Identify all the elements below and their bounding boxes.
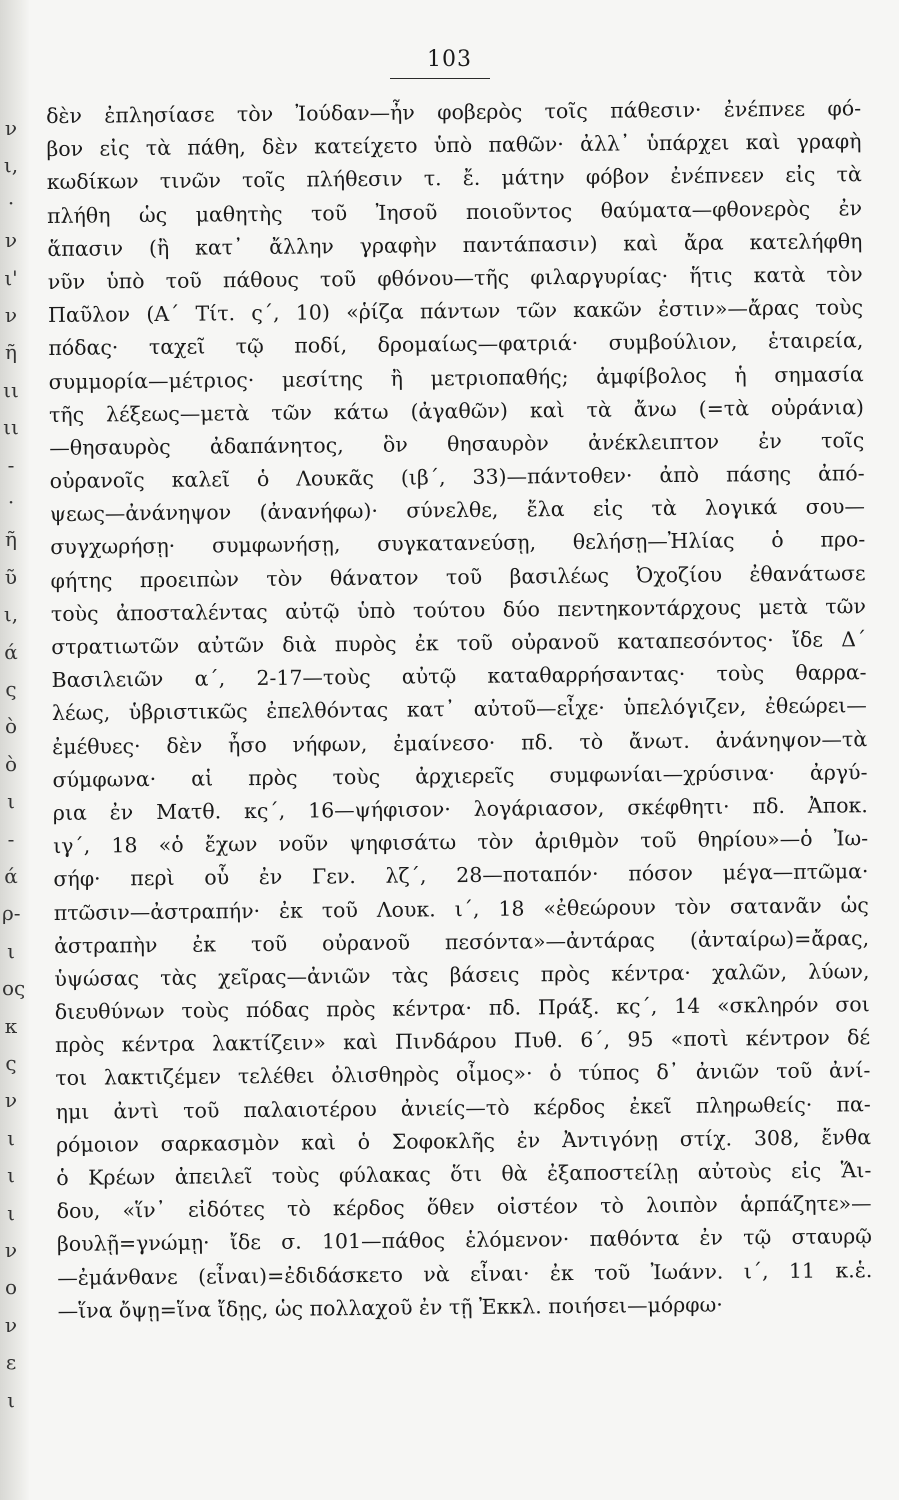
text-line: σύμφωνα· αἱ πρὸς τοὺς ἀρχιερεῖς συμφωνίαι—χρύσινα· ἀργύ-	[52, 759, 868, 792]
text-line: Παῦλον (Α΄ Τίτ. ς΄, 10) «ῥίζα πάντων τῶν κακῶν ἐστιν»—ἄρας τοὺς	[47, 295, 864, 328]
text-line: ρια ἐν Ματθ. κς΄, 16—ψήφισον· λογάριασον, σκέφθητι· πδ. Ἀποκ.	[52, 793, 868, 825]
text-line: κωδίκων τινῶν τοῖς πλήθεσιν τ. ἔ. μάτην φόβον ἐνέπνεεν εἰς τὰ	[46, 162, 862, 195]
text-line: δὲν ἐπλησίασε τὸν Ἰούδαν—ἦν φοβερὸς τοῖς πάθεσιν· ἐνέπνεε φό-	[46, 96, 862, 128]
gutter-fragment: ι,	[3, 153, 19, 178]
text-line: πλήθη ὡς μαθητὴς τοῦ Ἰησοῦ ποιοῦντος θαύματα—φθονερὸς ἐν	[46, 195, 863, 228]
text-line: ἀστραπὴν ἐκ τοῦ οὐρανοῦ πεσόντα»—ἀντάρας (ἀνταίρω)=ἄρας,	[54, 925, 870, 958]
gutter-fragment: ι	[7, 789, 15, 814]
gutter-fragment: ς	[5, 1051, 17, 1075]
text-line: —θησαυρὸς ἀδαπάνητος, ὃν θησαυρὸν ἀνέκλειπτον ἐν τοῖς	[49, 428, 865, 460]
text-line: ἅπασιν (ἢ κατ᾽ ἄλλην γραφὴν παντάπασιν) καὶ ἄρα κατελήφθη	[47, 228, 863, 261]
gutter-fragment: ι	[7, 1200, 15, 1225]
text-line: λέως, ὑβριστικῶς ἐπελθόντας κατ᾽ αὐτοῦ—εἶχε· ὑπελόγιζεν, ἐθεώρει—	[51, 693, 867, 726]
gutter-fragment: ὸ	[4, 714, 18, 739]
gutter-fragment: ·	[7, 190, 15, 215]
text-line: διευθύνων τοὺς πόδας πρὸς κέντρα· πδ. Πράξ. κς΄, 14 «σκληρόν σοι	[54, 992, 870, 1025]
gutter-fragment: ι	[7, 1163, 15, 1188]
gutter-fragment: ά	[4, 864, 18, 888]
header-rule	[390, 78, 490, 79]
text-line: πρὸς κέντρα λακτίζειν» καὶ Πινδάρου Πυθ. 6΄, 95 «ποτὶ κέντρον δέ	[54, 1025, 871, 1058]
gutter-fragment: ῆ	[5, 527, 17, 552]
text-line: ἐμέθυες· δὲν ἦσο νήφων, ἐμαίνεσο· πδ. τὸ ἄνωτ. ἀνάνηψον—τὰ	[52, 726, 868, 759]
text-line: —ἐμάνθανε (εἶναι)=ἐδιδάσκετο νὰ εἶναι· ἐκ τοῦ Ἰωάνν. ι΄, 11 κ.ἑ.	[57, 1257, 873, 1290]
text-line: οὐρανοῖς καλεῖ ὁ Λουκᾶς (ιβ΄, 33)—πάντοθεν· ἀπὸ πάσης ἀπό-	[49, 461, 865, 494]
gutter-fragment: ι	[7, 938, 15, 963]
gutter-fragment: ν	[4, 1238, 18, 1262]
gutter-fragment: ῆ	[5, 340, 17, 365]
text-line: ρόμοιον σαρκασμὸν καὶ ὁ Σοφοκλῆς ἐν Ἀντιγόνῃ στίχ. 308, ἔνθα	[55, 1124, 872, 1157]
gutter-fragment: ρ-	[2, 901, 21, 926]
gutter-fragment: ά	[4, 639, 18, 664]
gutter-fragment: ι	[7, 1125, 15, 1150]
gutter-fragment: κ	[4, 1013, 18, 1038]
text-line: τοὺς ἀποσταλέντας αὐτῷ ὑπὸ τούτου δύο πεντηκοντάρχους μετὰ τῶν	[50, 593, 867, 626]
gutter-fragment: ιι	[3, 377, 19, 402]
gutter-fragment: ο	[4, 1275, 18, 1300]
text-line: Βασιλειῶν α΄, 2-17—τοὺς αὐτῷ καταθαρρήσαντας· τοὺς θαρρα-	[51, 660, 867, 693]
page-number: 103	[427, 47, 472, 72]
gutter-fragment: ι'	[4, 265, 18, 290]
gutter-fragment: ν	[4, 116, 18, 140]
gutter-fragment: -	[7, 452, 15, 477]
gutter-fragment: ν	[4, 303, 18, 327]
text-line: βουλῇ=γνώμῃ· ἴδε σ. 101—πάθος ἑλόμενον· παθόντα ἐν τῷ σταυρῷ	[56, 1224, 873, 1257]
text-line: πόδας· ταχεῖ τῷ ποδί, δρομαίως—φατριά· συμβούλιον, ἑταιρεία,	[48, 328, 864, 361]
gutter-fragment: ῦ	[4, 564, 18, 589]
gutter-fragment: ·	[7, 490, 15, 514]
gutter-fragment: ος	[2, 976, 26, 1001]
text-line: τοι λακτιζέμεν τελέθει ὀλισθηρὸς οἶμος»· ὁ τύπος δ᾽ ἀνιῶν τοῦ ἀνί-	[55, 1058, 871, 1091]
text-line: συμμορία—μέτριος· μεσίτης ἢ μετριοπαθής; ἀμφίβολος ἡ σημασία	[48, 361, 864, 394]
text-line: πτῶσιν—ἀστραπήν· ἐκ τοῦ Λουκ. ι΄, 18 «ἐθεώρουν τὸν σατανᾶν ὡς	[53, 892, 869, 925]
gutter-fragment: ν	[4, 1312, 18, 1337]
gutter-fragment: ι,	[3, 602, 19, 627]
gutter-fragment: ν	[4, 228, 18, 253]
gutter-fragment: ν	[4, 1088, 18, 1113]
text-line: ὁ Κρέων ἀπειλεῖ τοὺς φύλακας ὅτι θὰ ἐξαποστείλῃ αὐτοὺς εἰς Ἅι-	[56, 1158, 872, 1190]
text-line: ημι ἀντὶ τοῦ παλαιοτέρου ἀνιείς—τὸ κέρδος ἐκεῖ πληρωθείς· πα-	[55, 1091, 871, 1124]
gutter-fragment: ὸ	[4, 751, 18, 776]
text-line: νῦν ὑπὸ τοῦ πάθους τοῦ φθόνου—τῆς φιλαργυρίας· ἥτις κατὰ τὸν	[47, 262, 863, 294]
text-line: στρατιωτῶν αὐτῶν διὰ πυρὸς ἐκ τοῦ οὐρανοῦ καταπεσόντος· ἴδε Δ΄	[51, 627, 867, 659]
commentary-text	[46, 92, 888, 1328]
gutter-fragment: ε	[5, 1350, 17, 1375]
text-line: δου, «ἵν᾽ εἰδότες τὸ κέρδος ὅθεν οἰστέον τὸ λοιπὸν ἁρπάζητε»—	[56, 1191, 872, 1224]
text-line: ὑψώσας τὰς χεῖρας—ἀνιῶν τὰς βάσεις πρὸς κέντρα· χαλῶν, λύων,	[54, 959, 870, 991]
gutter-fragments	[0, 0, 26, 1500]
gutter-fragment: ιι	[3, 415, 19, 440]
text-line: ψεως—ἀνάνηψον (ἀνανήφω)· σύνελθε, ἔλα εἰς τὰ λογικά σου—	[49, 494, 866, 527]
text-line: φήτης προειπὼν τὸν θάνατον τοῦ βασιλέως Ὀχοζίου ἐθανάτωσε	[50, 560, 866, 593]
gutter-fragment: ς	[5, 677, 17, 701]
text-line: συγχωρήσῃ· συμφωνήσῃ, συγκατανεύσῃ, θελήσῃ—Ἠλίας ὁ προ-	[50, 527, 866, 560]
gutter-fragment: -	[7, 826, 15, 851]
text-line: βον εἰς τὰ πάθη, δὲν κατείχετο ὑπὸ παθῶν· ἀλλ᾽ ὑπάρχει καὶ γραφὴ	[46, 129, 862, 162]
text-line: ιγ΄, 18 «ὁ ἔχων νοῦν ψηφισάτω τὸν ἀριθμὸν τοῦ θηρίου»—ὁ Ἰω-	[53, 826, 869, 859]
text-line: σήφ· περὶ οὗ ἐν Γεν. λζ΄, 28—ποταπόν· πόσον μέγα—πτῶμα·	[53, 859, 869, 892]
text-line: —ἵνα ὄψῃ=ἵνα ἴδῃς, ὡς πολλαχοῦ ἐν τῇ Ἐκκλ. ποιήσει—μόρφω·	[57, 1292, 723, 1323]
text-line: τῆς λέξεως—μετὰ τῶν κάτω (ἀγαθῶν) καὶ τὰ ἄνω (=τὰ οὐράνια)	[48, 394, 865, 427]
gutter-fragment: ι	[7, 1387, 15, 1412]
